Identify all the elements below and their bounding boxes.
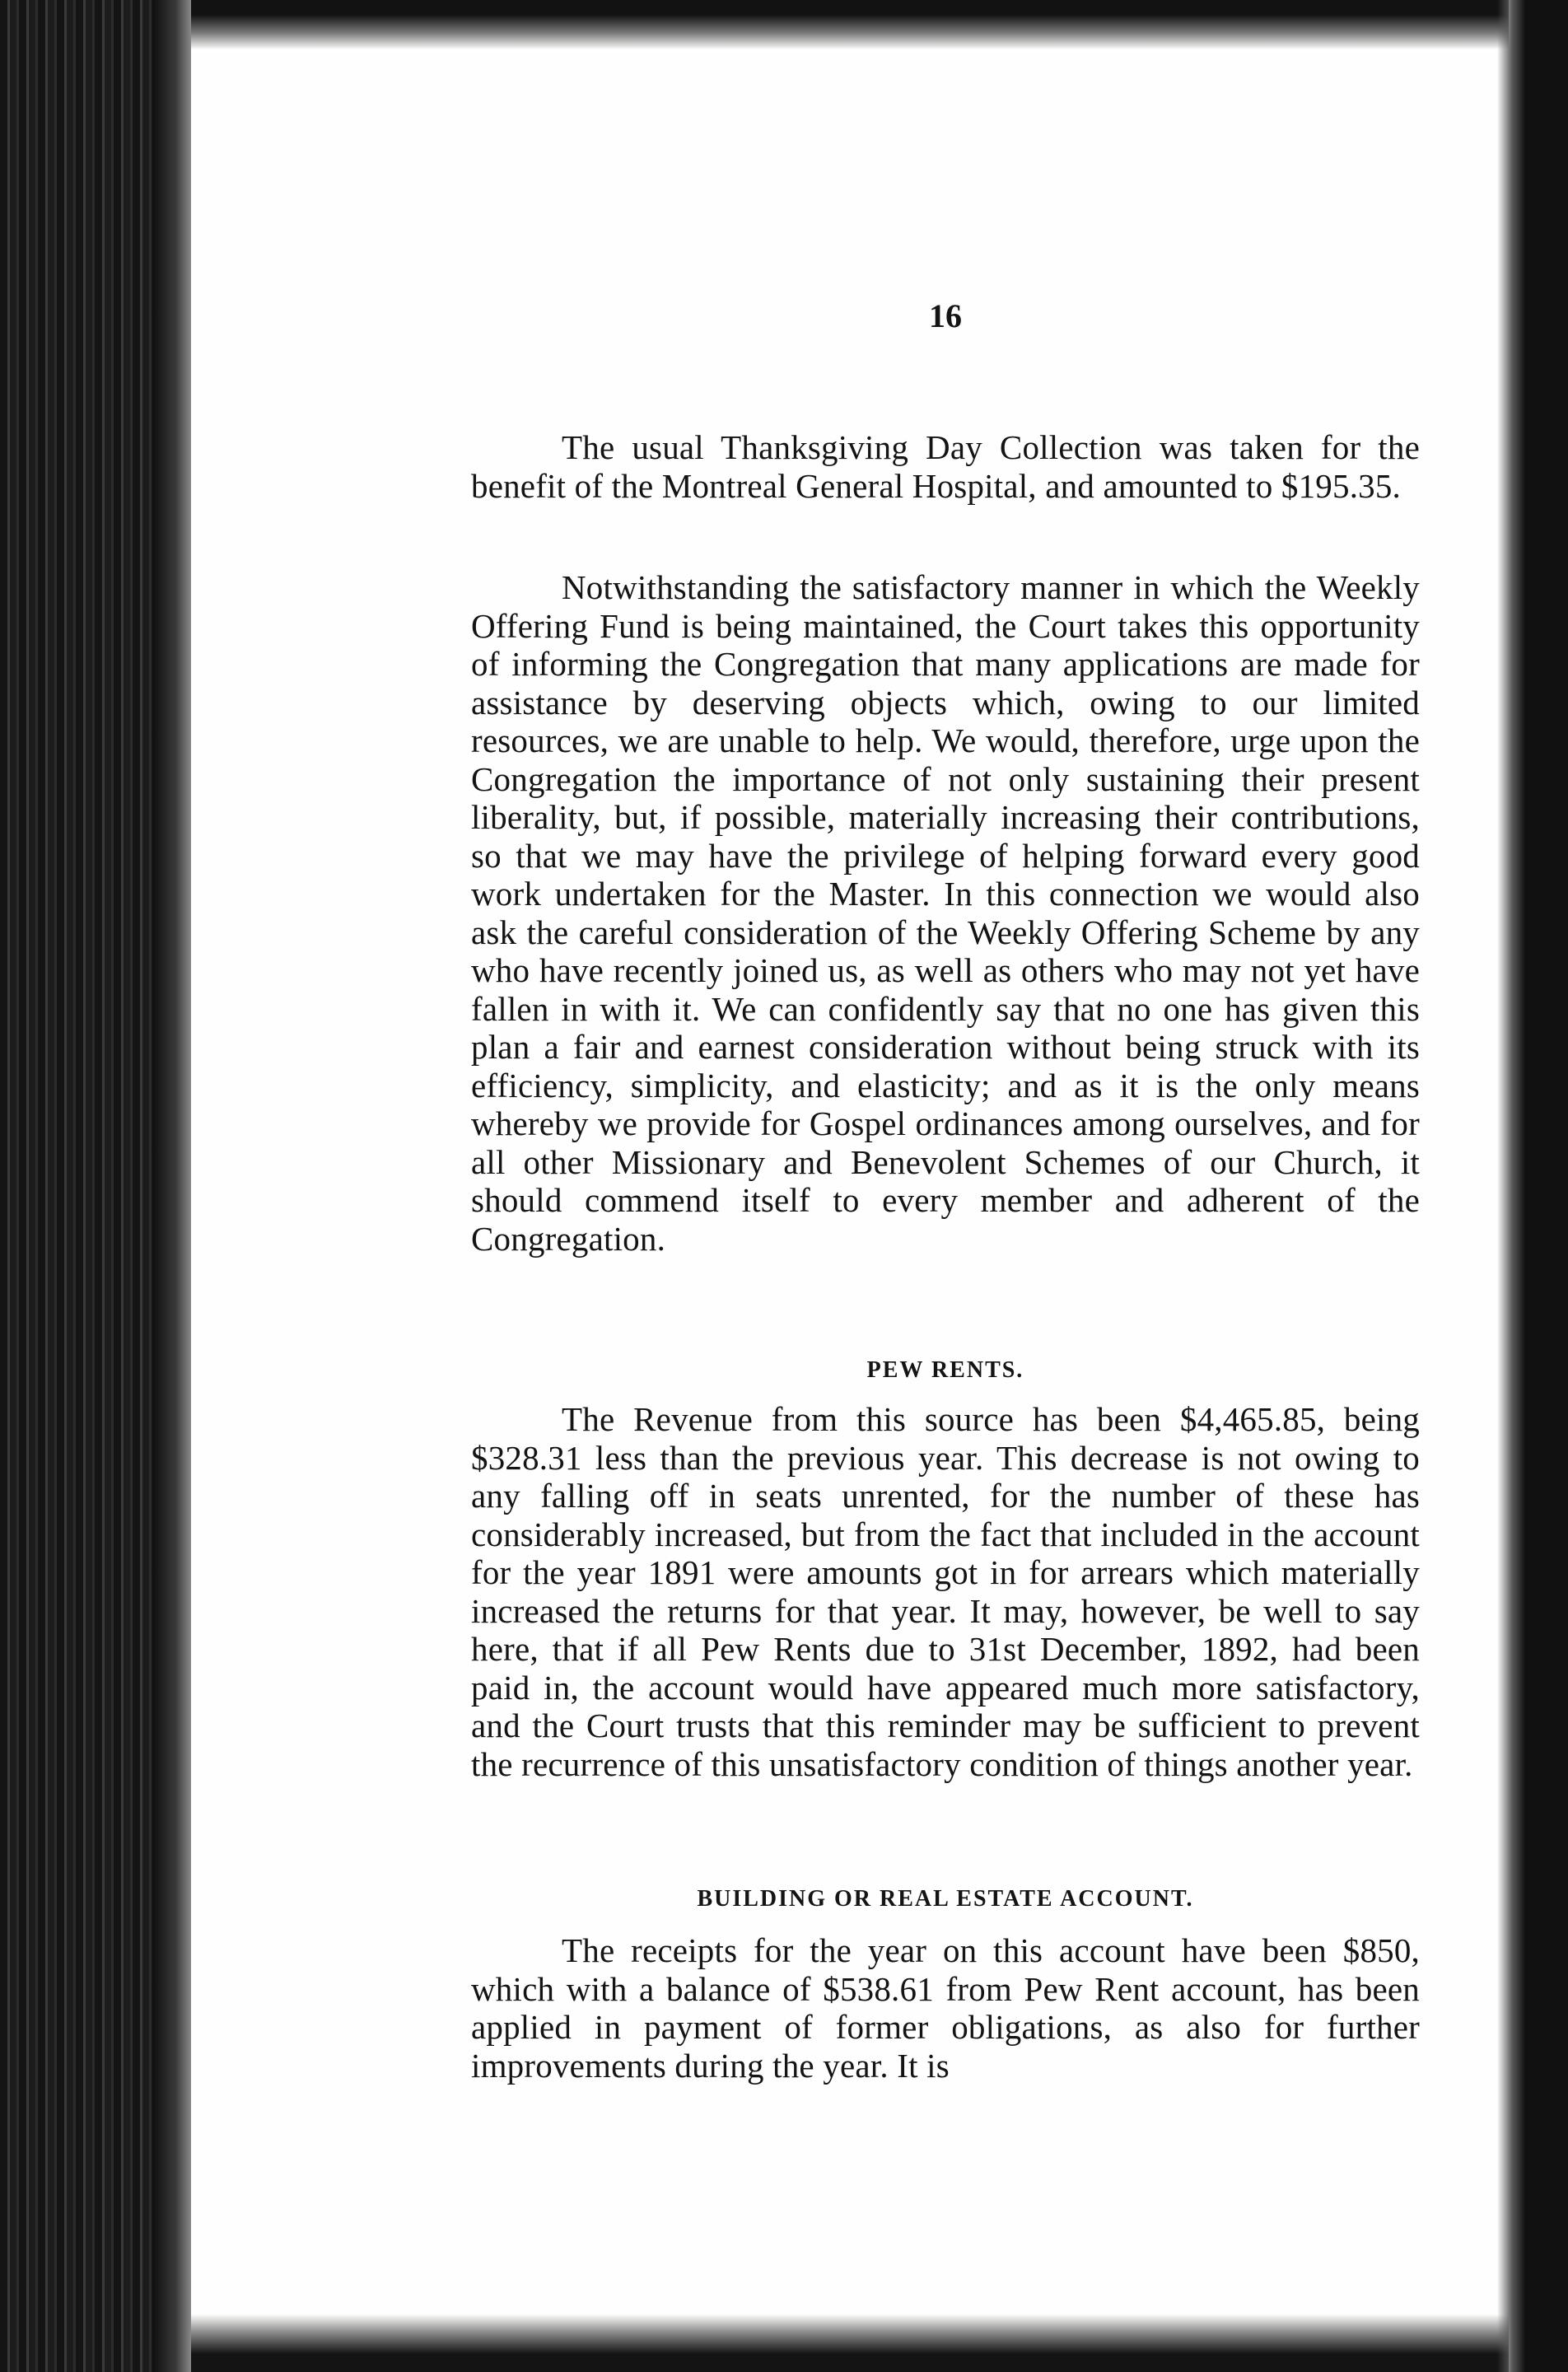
book-page-edges (0, 0, 191, 2372)
right-scan-edge (1497, 0, 1568, 2372)
page-sheet (191, 49, 1497, 2314)
thanksgiving-paragraph: The usual Thanksgiving Day Collection was taken for the benefit of the Montreal General Hospital, and amounted to $195.35. (471, 428, 1420, 505)
top-scan-shadow (191, 0, 1509, 49)
pew-rents-paragraph: The Revenue from this source has been $4,465.85, being $328.31 less than the previous year. This decrease is not owing to any falling off in seats unrented, for the number of these has considerably increased, but from the fact that included in the account for the year 1891 were amounts got in for arrears which materially increased the returns for that year. It may, however, be well to say here, that if all Pew Rents due to 31st December, 1892, had been paid in, the account would have appeared much more satisfactory, and the Court trusts that this reminder may be sufficient to prevent the recurrence of this unsatisfactory condition of things another year. (471, 1400, 1420, 1783)
bottom-scan-shadow (191, 2314, 1509, 2372)
building-account-paragraph: The receipts for the year on this account have been $850, which with a balance of $538.61 from Pew Rent account, has been applied in payment of former obligations, as also for further improvements during the year. It is (471, 1931, 1420, 2085)
page-number: 16 (929, 297, 962, 334)
weekly-offering-paragraph: Notwithstanding the satisfactory manner in which the Weekly Offering Fund is being maintained, the Court takes this opportunity of informing the Congregation that many applications are made for assistance by deserving objects which, owing to our limited resources, we are unable to help. We would, therefore, urge upon the Congregation the importance of not only sustaining their present liberality, but, if possible, materially increasing their contributions, so that we may have the privilege of helping forward every good work undertaken for the Master. In this connection we would also ask the careful consideration of the Weekly Offering Scheme by any who have recently joined us, as well as others who may not yet have fallen in with it. We can confidently say that no one has given this plan a fair and earnest consideration without being struck with its efficiency, simplicity, and elasticity; and as it is the only means whereby we provide for Gospel ordinances among ourselves, and for all other Missionary and Benevolent Schemes of our Church, it should commend itself to every member and adherent of the Congregation. (471, 568, 1420, 1258)
pew-rents-heading: PEW RENTS. (866, 1357, 1024, 1383)
building-account-heading: BUILDING OR REAL ESTATE ACCOUNT. (697, 1886, 1194, 1912)
